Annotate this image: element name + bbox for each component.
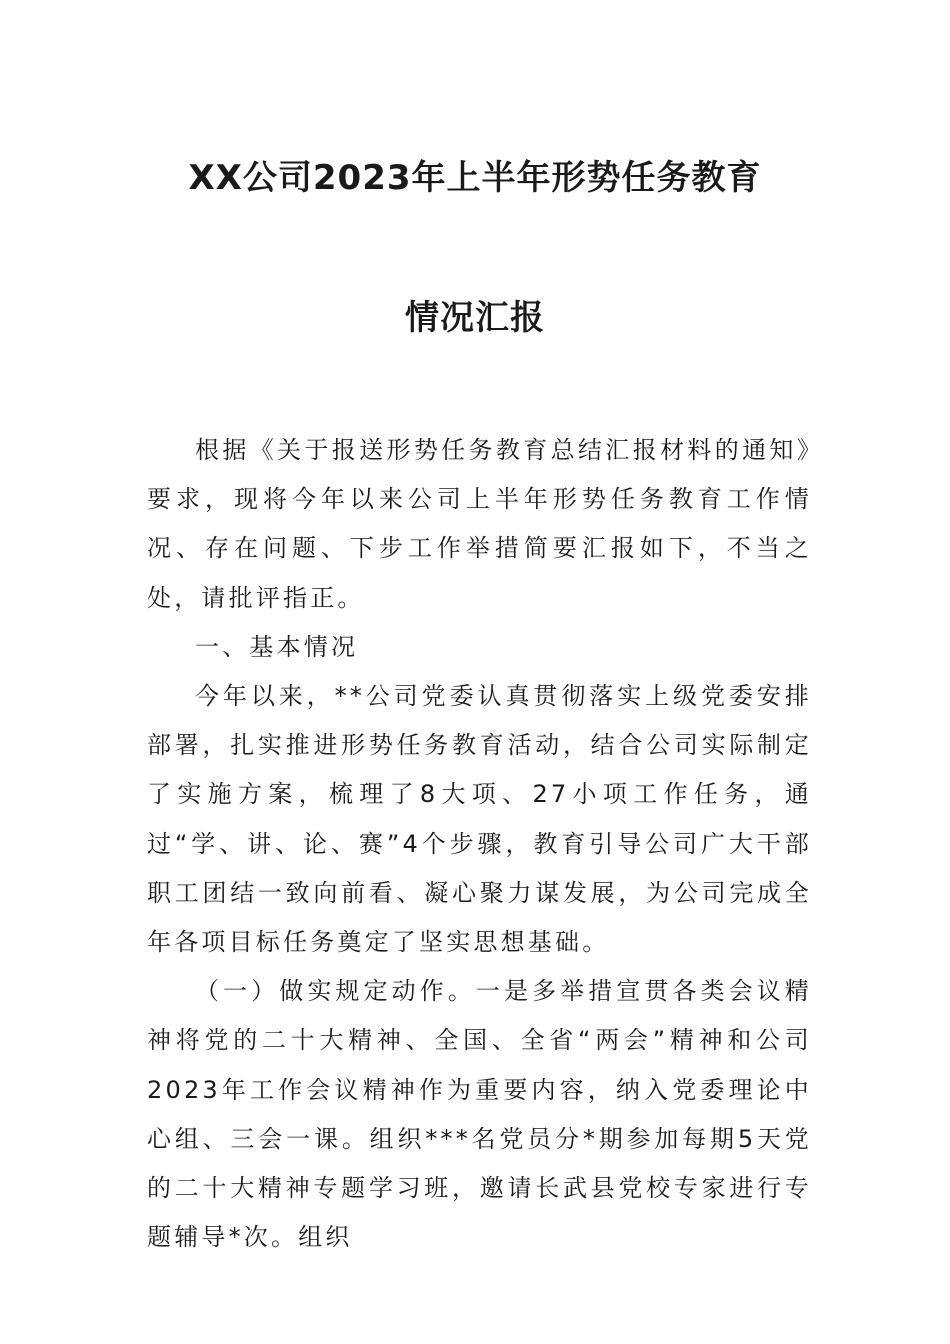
document-title-line-1: XX公司2023年上半年形势任务教育 [188, 158, 762, 198]
section-heading-basic-situation: 一、基本情况 [195, 632, 359, 661]
basic-situation-paragraph: 今年以来，**公司党委认真贯彻落实上级党委安排部署，扎实推进形势任务教育活动，结合公司实际制定了实施方案，梳理了8大项、27小项工作任务，通过“学、讲、论、赛”4个步骤，教育引导公司广大干部职工团结一致向前看、凝心聚力谋发展，为公司完成全年各项目标任务奠定了坚实思想基础。 [147, 682, 812, 957]
document-title-line-2: 情况汇报 [405, 298, 545, 338]
document-body [147, 426, 812, 1262]
subsection-1-paragraph: （一）做实规定动作。一是多举措宣贯各类会议精神将党的二十大精神、全国、全省“两会”精神和公司2023年工作会议精神作为重要内容，纳入党委理论中心组、三会一课。组织***名党员分*期参加每期5天党的二十大精神专题学习班，邀请长武县党校专家进行专题辅导*次。组织 [147, 977, 812, 1252]
intro-paragraph: 根据《关于报送形势任务教育总结汇报材料的通知》要求，现将今年以来公司上半年形势任务教育工作情况、存在问题、下步工作举措简要汇报如下，不当之处，请批评指正。 [147, 436, 812, 612]
